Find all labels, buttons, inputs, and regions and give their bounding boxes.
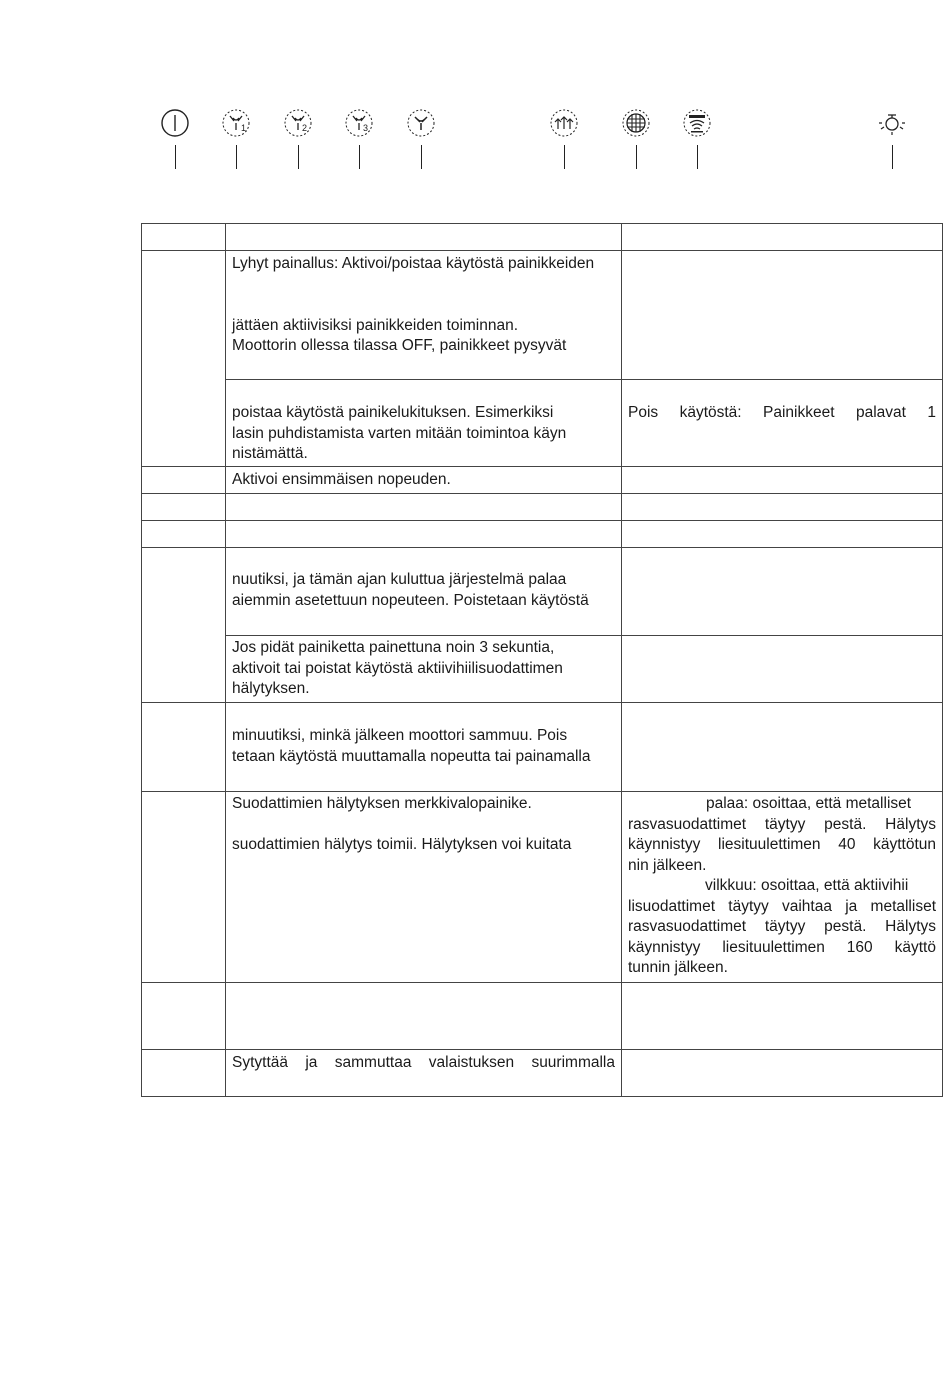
- table-row: [142, 380, 943, 467]
- function-cell: [226, 983, 622, 1050]
- delay-off-icon[interactable]: [548, 107, 580, 139]
- fan-speed-1-icon[interactable]: [220, 107, 252, 139]
- callout-line: [636, 145, 637, 169]
- callout-line: [298, 145, 299, 169]
- text-line: Pois käytöstä: Painikkeet palavat 1: [628, 404, 936, 421]
- text-line: rasvasuodattimet täytyy pestä. Hälytys: [628, 918, 936, 935]
- fan-speed-2-icon[interactable]: [282, 107, 314, 139]
- function-cell: [226, 1050, 622, 1097]
- table-row: [142, 792, 943, 983]
- text-line: aiemmin asetettuun nopeuteen. Poistetaan käytöstä: [232, 591, 589, 609]
- text-line: suodattimien hälytys toimii. Hälytyksen voi kuitata: [232, 836, 572, 853]
- text-line: Sytyttää ja sammuttaa valaistuksen suurimmalla: [232, 1054, 615, 1071]
- callout-line: [359, 145, 360, 169]
- function-cell: [226, 494, 622, 521]
- button-cell: [142, 467, 226, 494]
- text-line: vilkkuu: osoittaa, että aktiivihii: [705, 877, 909, 894]
- header-cell: [226, 224, 622, 251]
- table-row: [142, 636, 943, 703]
- speed-number: 3: [363, 123, 369, 133]
- table-row: [142, 983, 943, 1050]
- text-line: Jos pidät painiketta painettuna noin 3 sekuntia,: [232, 639, 555, 656]
- function-cell: [226, 548, 622, 636]
- description-cell: [622, 521, 943, 548]
- text-line: nin jälkeen.: [628, 856, 707, 874]
- function-cell: [226, 703, 622, 792]
- callout-line: [175, 145, 176, 169]
- description-cell: [622, 703, 943, 792]
- fan-speed-3-icon[interactable]: [343, 107, 375, 139]
- table-row: [142, 521, 943, 548]
- description-cell: [622, 548, 943, 636]
- charcoal-filter-icon[interactable]: [681, 107, 713, 139]
- text-line: poistaa käytöstä painikelukituksen. Esimerkiksi: [232, 404, 554, 421]
- text-line: jättäen aktiivisiksi painikkeiden toiminnan.: [232, 316, 519, 334]
- button-cell: [142, 494, 226, 521]
- text-line: palaa: osoittaa, että metalliset: [706, 795, 912, 812]
- description-cell: [622, 251, 943, 380]
- blank-line: [232, 275, 615, 316]
- text-line: tetaan käytöstä muuttamalla nopeutta tai painamalla: [232, 747, 591, 765]
- table-row: [142, 251, 943, 380]
- description-cell: [622, 380, 943, 467]
- button-cell: [142, 251, 226, 467]
- function-cell: [226, 380, 622, 467]
- text-line: käynnistyy liesituulettimen 40 käyttötun: [628, 836, 936, 853]
- description-cell: [622, 792, 943, 983]
- callout-line: [236, 145, 237, 169]
- text-line: hälytyksen.: [232, 680, 310, 697]
- text-line: Lyhyt painallus: Aktivoi/poistaa käytöstä painikkeiden: [232, 255, 595, 272]
- table-row: [142, 1050, 943, 1097]
- text-line: aktivoit tai poistat käytöstä aktiivihiilisuodattimen: [232, 659, 563, 677]
- text-line: lisuodattimet täytyy vaihtaa ja metalliset: [628, 897, 936, 915]
- table-row: [142, 467, 943, 494]
- description-cell: [622, 1050, 943, 1097]
- text-line: tunnin jälkeen.: [628, 959, 728, 976]
- grease-filter-icon[interactable]: [620, 107, 652, 139]
- speed-number: 2: [302, 123, 308, 133]
- table-row: [142, 494, 943, 521]
- button-cell: [142, 792, 226, 983]
- power-icon[interactable]: [159, 107, 191, 139]
- text-line: nistämättä.: [232, 445, 308, 462]
- control-panel-icons: [0, 0, 950, 180]
- controls-table: [141, 223, 943, 1097]
- function-cell: [226, 636, 622, 703]
- blank-line: [232, 815, 615, 836]
- callout-line: [892, 145, 893, 169]
- table-row: [142, 703, 943, 792]
- text-line: lasin puhdistamista varten mitään toimintoa käyn: [232, 424, 567, 442]
- function-cell: [226, 251, 622, 380]
- description-cell: [622, 494, 943, 521]
- text-line: nuutiksi, ja tämän ajan kuluttua järjestelmä palaa: [232, 571, 567, 588]
- text-line: käynnistyy liesituulettimen 160 käyttö: [628, 938, 936, 956]
- header-cell: [622, 224, 943, 251]
- table-row: [142, 548, 943, 636]
- callout-line: [564, 145, 565, 169]
- function-cell: [226, 467, 622, 494]
- button-cell: [142, 548, 226, 703]
- description-cell: [622, 467, 943, 494]
- button-cell: [142, 703, 226, 792]
- callout-line: [421, 145, 422, 169]
- description-cell: [622, 636, 943, 703]
- callout-line: [697, 145, 698, 169]
- table-header-row: [142, 224, 943, 251]
- text-line: minuutiksi, minkä jälkeen moottori sammuu. Pois: [232, 727, 568, 744]
- text-line: Moottorin ollessa tilassa OFF, painikkeet pysyvät: [232, 337, 567, 354]
- function-cell: [226, 521, 622, 548]
- light-icon[interactable]: [876, 107, 908, 139]
- description-cell: [622, 983, 943, 1050]
- function-cell: [226, 792, 622, 983]
- text-line: Aktivoi ensimmäisen nopeuden.: [232, 471, 451, 488]
- text-line: rasvasuodattimet täytyy pestä. Hälytys: [628, 815, 936, 833]
- speed-number: 1: [241, 123, 247, 133]
- fan-intensive-icon[interactable]: [405, 107, 437, 139]
- text-line: Suodattimien hälytyksen merkkivalopainike.: [232, 795, 532, 812]
- button-cell: [142, 983, 226, 1050]
- header-cell: [142, 224, 226, 251]
- button-cell: [142, 1050, 226, 1097]
- button-cell: [142, 521, 226, 548]
